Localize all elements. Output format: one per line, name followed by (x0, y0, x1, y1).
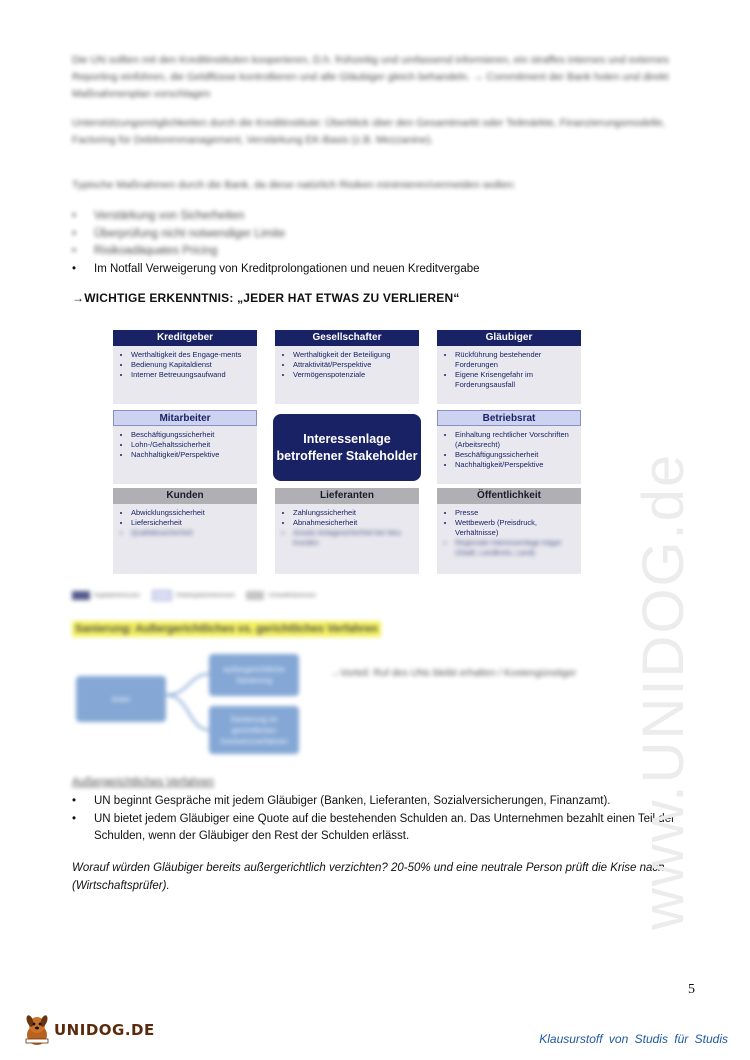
legend-swatch-light (152, 590, 172, 601)
stakeholder-title: Lieferanten (275, 488, 419, 504)
list-item: • UN beginnt Gespräche mit jedem Gläubiger (Banken, Lieferanten, Sozialversicherungen, Finanzamt). (72, 793, 702, 811)
unidog-logo (22, 1012, 155, 1048)
bank-measures-list (72, 208, 702, 261)
stakeholder-lieferanten (275, 488, 419, 574)
stakeholder-item: • Einhaltung rechtlicher Vorschriften (Arbeitsrecht) (455, 430, 581, 450)
stakeholder-title: Mitarbeiter (113, 410, 257, 426)
stakeholder-legend (72, 590, 316, 604)
stakeholder-gesellschafter (275, 330, 419, 404)
stakeholder-center-box: Interessenlage betroffener Stakeholder (273, 414, 421, 481)
stakeholder-title: Kreditgeber (113, 330, 257, 346)
page-number: 5 (688, 982, 695, 997)
stakeholder-item: • Zahlungssicherheit (293, 508, 419, 518)
insight-heading: →WICHTIGE ERKENNTNIS: „JEDER HAT ETWAS ZU VERLIEREN“ (72, 291, 460, 305)
legend-swatch-navy (72, 591, 90, 600)
stakeholder-item: • Werthaltigkeit der Beteiligung (293, 350, 419, 360)
stakeholder-item: • Beschäftigungssicherheit (455, 450, 581, 460)
watermark-text: www.UNIDOG.de (631, 452, 696, 930)
footer-tagline: Klausurstoff von Studis für Studis (539, 1032, 728, 1046)
list-item: • Verstärkung von Sicherheiten (72, 208, 702, 226)
stakeholder-item: • Attraktivität/Perspektive (293, 360, 419, 370)
list-item: • UN bietet jedem Gläubiger eine Quote auf die bestehenden Schulden an. Das Unternehmen bezahlt einen Teil der Schulden, wenn der Gläubiger den Rest der Schulden erlässt. (72, 811, 702, 846)
legend-swatch-gray (246, 591, 264, 600)
stakeholder-item: • Werthaltigkeit des Engage-ments (131, 350, 257, 360)
stakeholder-title: Gesellschafter (275, 330, 419, 346)
question-paragraph: Worauf würden Gläubiger bereits außergerichtlich verzichten? 20-50% und eine neutrale Person prüft die Krise nach (Wirtschaftsprüfer). (72, 862, 665, 892)
stakeholder-item: • Lohn-/Gehaltssicherheit (131, 440, 257, 450)
stakeholder-mitarbeiter (113, 410, 257, 484)
sanierung-diagram (74, 650, 674, 760)
stakeholder-item: • Rückführung bestehender Forderungen (455, 350, 581, 370)
footer-brand: UNIDOG.DE (54, 1021, 155, 1039)
paragraph-support: Unterstützungsmöglichkeiten durch die Kreditinstitute: Überblick über den Gesamtmarkt oder Teilmärkte, Finanzierungsmodelle, Factoring für Debitorenmanagement, Verstärkung EK-Basis (z.B. Mezzanine). (72, 117, 666, 146)
stakeholder-title: Öffentlichkeit (437, 488, 581, 504)
stakeholder-item: • Presse (455, 508, 581, 518)
stakeholder-item: • Qualitätssicherheit (131, 528, 257, 538)
stakeholder-item: • Nachhaltigkeit/Perspektive (131, 450, 257, 460)
stakeholder-oeffentlichkeit (437, 488, 581, 574)
stakeholder-item: • Abwicklungssicherheit (131, 508, 257, 518)
stakeholder-title: Kunden (113, 488, 257, 504)
list-item: • Risikoadäquates Pricing (72, 243, 702, 261)
paragraph-cooperation: Die UN sollten mit den Kreditinstituten kooperieren, D.h. frühzeitig und umfassend informieren, ein straffes internes und externes Reporting einführen, die Geldflüsse kontrollieren und alle Gläubiger gleich behandeln. → Commitment der Bank holen und direkt Maßnahmenplan vorschlagen (72, 54, 669, 100)
extrajudicial-list (72, 793, 702, 846)
stakeholder-betriebsrat (437, 410, 581, 484)
stakeholder-item: • Interner Betreuungsaufwand (131, 370, 257, 380)
stakeholder-item: • Liefersicherheit (131, 518, 257, 528)
stakeholder-kreditgeber (113, 330, 257, 404)
paragraph-bank-measures: Typische Maßnahmen durch die Bank, da diese natürlich Risiken minimieren/vermeiden wollen: (72, 179, 516, 191)
list-item: • Im Notfall Verweigerung von Kreditprolongationen und neuen Kreditvergabe (72, 261, 702, 279)
stakeholder-glaeubiger (437, 330, 581, 404)
stakeholder-item: • Wettbewerb (Preisdruck, Verhältnisse) (455, 518, 581, 538)
legend-label: Umweltinteressen (268, 593, 317, 600)
stakeholder-kunden (113, 488, 257, 574)
stakeholder-item: • Abnahmesicherheit (293, 518, 419, 528)
legend-label: Kapitalinteressen (94, 593, 141, 600)
diagram-branch-extrajudicial: außergerichtliche Sanierung (209, 654, 299, 696)
stakeholder-title: Gläubiger (437, 330, 581, 346)
stakeholder-item: • Beschäftigungssicherheit (131, 430, 257, 440)
list-item: • Überprüfung nicht notwendiger Limite (72, 226, 702, 244)
stakeholder-item: • Bedienung Kapitaldienst (131, 360, 257, 370)
subheading-extrajudicial: Außergerichtliches Verfahren (72, 776, 214, 788)
stakeholder-item: • Eigene Krisengefahr im Forderungsausfall (455, 370, 581, 390)
dog-icon (22, 1013, 52, 1047)
stakeholder-item: • Vermögenspotenziale (293, 370, 419, 380)
stakeholder-item: • Ansatz Anlagesicherheit bei Neu Kunden (293, 528, 419, 548)
diagram-branch-judicial: Sanierung im gerichtlichen Insolvenzverfahren (209, 706, 299, 754)
sanierung-title: Sanierung: Außergerichtliches vs. gerichtliches Verfahren (72, 621, 381, 637)
diagram-note: →Vorteil: Ruf des UNs bleibt erhalten / Kostengünstiger (330, 668, 577, 679)
diagram-root-box: Arten (76, 676, 166, 722)
legend-label: Arbeitsplatzinteressen (175, 593, 235, 600)
stakeholder-item: • Regionale Interessenlage träger (Stadt, Landkreis, Land) (455, 538, 581, 558)
bank-measures-visible-list (72, 261, 702, 279)
stakeholder-title: Betriebsrat (437, 410, 581, 426)
stakeholder-diagram (113, 330, 581, 575)
stakeholder-item: • Nachhaltigkeit/Perspektive (455, 460, 581, 470)
